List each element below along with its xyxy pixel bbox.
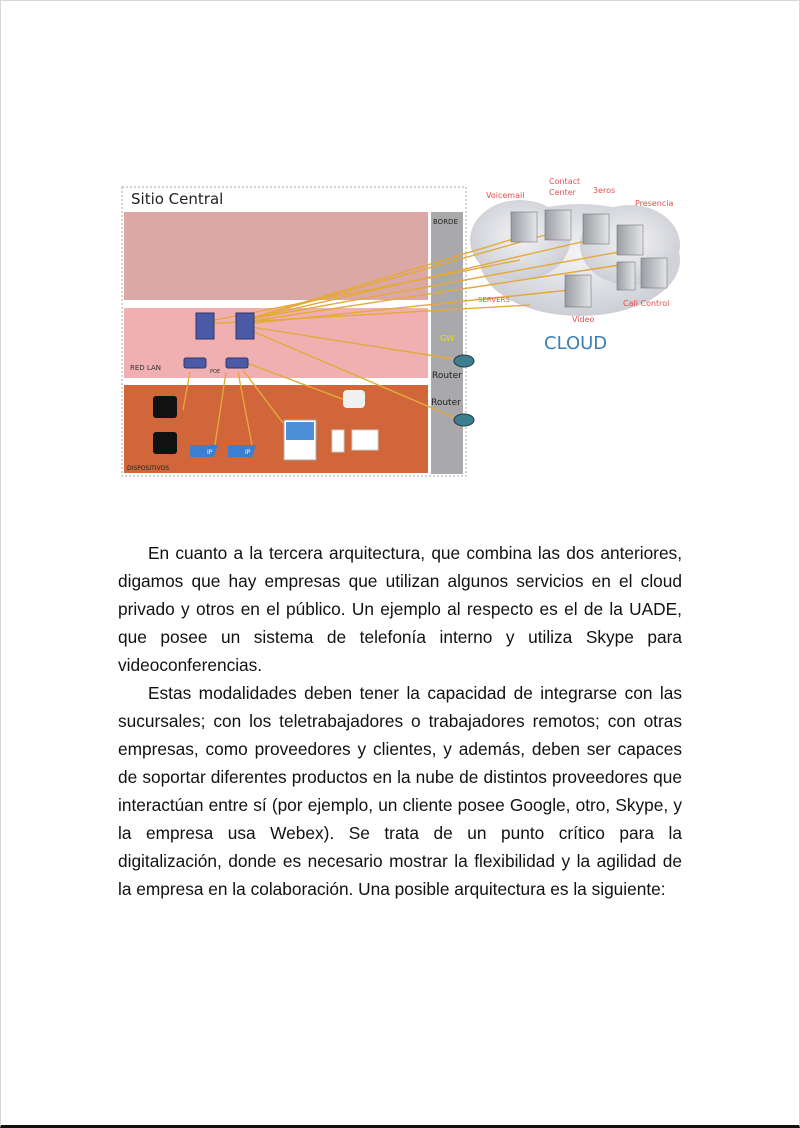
label-router-1: Router	[432, 371, 462, 381]
label-3eros: 3eros	[593, 186, 616, 195]
label-contact-center-1: Contact	[549, 177, 581, 186]
label-phone-ip-2: IP	[245, 449, 251, 456]
label-router-2: Router	[431, 398, 461, 408]
paragraph: En cuanto a la tercera arquitectura, que combina las dos anteriores, digamos que hay empresas que utilizan algunos servicios en el cloud privado y otros en el público. Un ejemplo al respecto es el de la UADE, que posee un sistema de telefonía interno y utiliza Skype para videoconferencias.	[118, 543, 682, 675]
label-voicemail: Voicemail	[486, 191, 525, 200]
label-presencia: Presencia	[635, 199, 674, 208]
network-architecture-diagram	[0, 0, 800, 500]
label-dispositivos: DISPOSITIVOS	[127, 465, 170, 472]
border-zone	[431, 212, 463, 474]
label-cloud: CLOUD	[544, 333, 608, 354]
paragraph: Estas modalidades deben tener la capacidad de integrarse con las sucursales; con los teletrabajadores o trabajadores remotos; con otras empresas, como proveedores y clientes, y además, deben ser capaces de soportar diferentes productos en la nube de distintos proveedores que interactúan entre sí (por ejemplo, un cliente posee Google, otro, Skype, y la empresa usa Webex). Se trata de un punto crítico para la digitalización, donde es necesario mostrar la flexibilidad y la agilidad de la empresa en la colaboración. Una posible arquitectura es la siguiente:	[118, 683, 682, 899]
label-poe: POE	[210, 369, 221, 375]
label-gw: GW	[440, 334, 455, 343]
diagram-title: Sitio Central	[131, 190, 224, 208]
label-contact-center-2: Center	[549, 188, 576, 197]
label-call-control: Call Control	[623, 299, 670, 308]
label-video: Video	[572, 315, 595, 324]
body-text	[118, 539, 682, 903]
label-phone-ip-1: IP	[207, 449, 213, 456]
label-servers: SERVERS	[478, 296, 510, 304]
label-borde: BORDE	[433, 218, 458, 226]
label-red-lan: RED LAN	[130, 364, 161, 372]
zone-red-lan	[124, 308, 428, 378]
